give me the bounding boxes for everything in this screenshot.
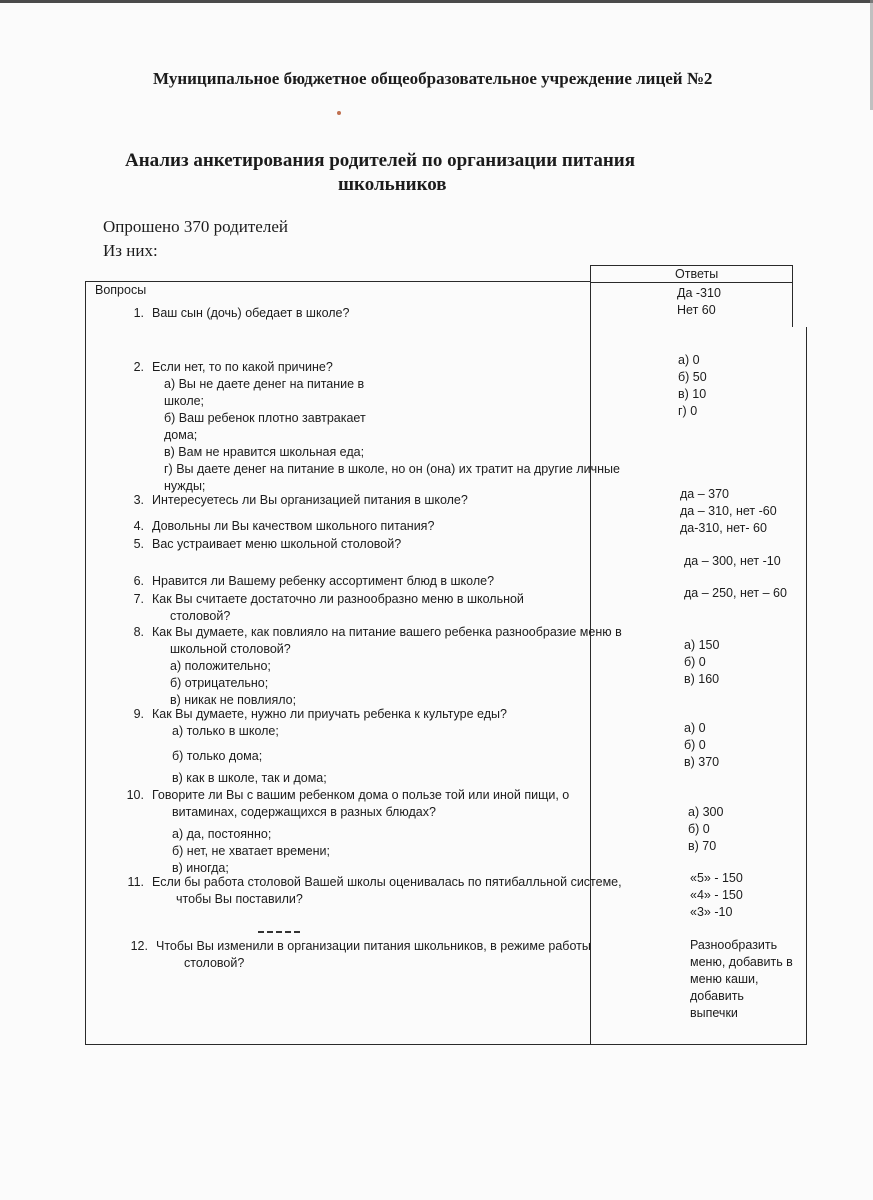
question-number: 6.: [133, 574, 144, 588]
question-10-options: [172, 826, 330, 877]
question-number: 7.: [133, 592, 144, 606]
question-option: г) Вы даете денег на питание в школе, но он (она) их тратит на другие личные: [164, 462, 620, 476]
answer-line: в) 160: [684, 672, 720, 686]
question-option: в) Вам не нравится школьная еда;: [164, 445, 365, 459]
answer-9: [684, 720, 719, 771]
question-text: Нравится ли Вашему ребенку ассортимент блюд в школе?: [152, 574, 495, 588]
answer-line: «3» -10: [690, 905, 733, 919]
scan-edge-top: [0, 0, 873, 3]
document-title-line1: Анализ анкетирования родителей по организации питания: [125, 150, 636, 171]
answer-line: Да -310: [677, 286, 721, 300]
question-text: Как Вы считаете достаточно ли разнообразно меню в школьной: [152, 592, 524, 606]
question-text: Если нет, то по какой причине?: [152, 360, 333, 374]
table-border-right: [792, 265, 793, 327]
question-number: 2.: [133, 360, 144, 374]
answer-2: [678, 352, 707, 420]
question-number: 8.: [133, 625, 144, 639]
question-text-cont: чтобы Вы поставили?: [176, 892, 303, 906]
answer-line: «5» - 150: [690, 871, 743, 885]
answer-line: а) 0: [684, 721, 706, 735]
scan-speck: [337, 111, 341, 115]
question-6: [118, 573, 494, 590]
answer-line: а) 150: [684, 638, 720, 652]
question-option: нужды;: [164, 479, 206, 493]
question-text: Довольны ли Вы качеством школьного питания?: [152, 519, 435, 533]
question-text-cont: столовой?: [170, 609, 231, 623]
question-text: Как Вы думаете, как повлияло на питание вашего ребенка разнообразие меню в: [152, 625, 622, 639]
answer-line: меню каши,: [690, 972, 759, 986]
question-option: а) только в школе;: [172, 724, 279, 738]
question-option: б) отрицательно;: [170, 676, 269, 690]
of-them-label: Из них:: [103, 241, 158, 260]
question-number: 3.: [133, 493, 144, 507]
question-number: 4.: [133, 519, 144, 533]
answer-line: в) 370: [684, 755, 720, 769]
answer-1: [677, 285, 721, 319]
answer-line: б) 50: [678, 370, 707, 384]
answer-header-divider: [590, 282, 793, 283]
question-text: Вас устраивает меню школьной столовой?: [152, 537, 402, 551]
answer-12: [690, 937, 793, 1022]
question-1: [118, 305, 349, 322]
question-9: [118, 706, 507, 740]
question-number: 10.: [126, 788, 144, 802]
question-text: Ваш сын (дочь) обедает в школе?: [152, 306, 350, 320]
answer-line: Разнообразить: [690, 938, 778, 952]
question-text: Чтобы Вы изменили в организации питания школьников, в режиме работы: [156, 939, 591, 953]
question-text: Говорите ли Вы с вашим ребенком дома о пользе той или иной пищи, о: [152, 788, 570, 802]
question-7: [118, 591, 524, 625]
answer-line: да – 310, нет -60: [680, 504, 777, 518]
question-option: школе;: [164, 394, 205, 408]
question-text-cont: столовой?: [184, 956, 245, 970]
question-number: 9.: [133, 707, 144, 721]
question-number: 5.: [133, 537, 144, 551]
question-option: в) никак не повлияло;: [170, 693, 297, 707]
answer-8: [684, 637, 719, 688]
answer-7: [684, 585, 787, 602]
question-option: а) Вы не даете денег на питание в: [164, 377, 365, 391]
institution-name: Муниципальное бюджетное общеобразовательное учреждение лицей №2: [153, 69, 713, 88]
answer-11: [690, 870, 743, 921]
question-option: а) да, постоянно;: [172, 827, 272, 841]
answer-line: г) 0: [678, 404, 698, 418]
answer-line: да – 370: [680, 487, 729, 501]
answer-line: меню, добавить в: [690, 955, 793, 969]
table-border-top-right: [590, 265, 792, 266]
question-text: Интересуетесь ли Вы организацией питания в школе?: [152, 493, 468, 507]
answer-line: да – 300, нет -10: [684, 554, 781, 568]
question-3: [118, 492, 468, 509]
question-10: [118, 787, 569, 821]
answer-line: «4» - 150: [690, 888, 743, 902]
answer-line: Нет 60: [677, 303, 716, 317]
question-option: в) как в школе, так и дома;: [172, 771, 327, 785]
question-option: в) иногда;: [172, 861, 229, 875]
table-border-top-left: [85, 281, 590, 282]
surveyed-count: Опрошено 370 родителей: [103, 217, 288, 236]
answers-header: Ответы: [675, 267, 719, 281]
answer-3-5: [680, 486, 777, 537]
question-9-option-b: [172, 748, 262, 765]
answer-line: в) 10: [678, 387, 707, 401]
table-border-bottom: [85, 1044, 807, 1045]
handwritten-underline: [258, 931, 300, 933]
answer-line: а) 300: [688, 805, 724, 819]
question-5: [118, 536, 401, 553]
question-text-cont: школьной столовой?: [170, 642, 291, 656]
answer-10: [688, 804, 723, 855]
question-option: б) только дома;: [172, 749, 263, 763]
table-border-right-lower: [806, 327, 807, 1045]
question-2: [118, 359, 620, 495]
question-number: 1.: [133, 306, 144, 320]
question-11: [118, 874, 622, 908]
answer-line: добавить: [690, 989, 744, 1003]
answer-6: [684, 553, 781, 570]
question-4: [118, 518, 434, 535]
question-option: б) нет, не хватает времени;: [172, 844, 330, 858]
answer-line: выпечки: [690, 1006, 738, 1020]
question-text: Если бы работа столовой Вашей школы оценивалась по пятибалльной системе,: [152, 875, 622, 889]
question-9-option-c: [172, 770, 327, 787]
answer-line: да-310, нет- 60: [680, 521, 767, 535]
table-border-left: [85, 281, 86, 1045]
question-8: [118, 624, 622, 709]
answer-line: да – 250, нет – 60: [684, 586, 787, 600]
question-option: дома;: [164, 428, 198, 442]
answer-line: б) 0: [684, 655, 706, 669]
answer-line: в) 70: [688, 839, 717, 853]
question-12: [122, 938, 591, 972]
question-option: а) положительно;: [170, 659, 271, 673]
question-number: 11.: [127, 875, 144, 889]
question-number: 12.: [130, 939, 148, 953]
answer-line: б) 0: [688, 822, 710, 836]
document-title-line2: школьников: [338, 174, 447, 195]
question-text: Как Вы думаете, нужно ли приучать ребенка к культуре еды?: [152, 707, 507, 721]
question-text-cont: витаминах, содержащихся в разных блюдах?: [172, 805, 436, 819]
answer-line: б) 0: [684, 738, 706, 752]
questions-header: Вопросы: [95, 283, 147, 297]
answer-line: а) 0: [678, 353, 700, 367]
question-option: б) Ваш ребенок плотно завтракает: [164, 411, 366, 425]
